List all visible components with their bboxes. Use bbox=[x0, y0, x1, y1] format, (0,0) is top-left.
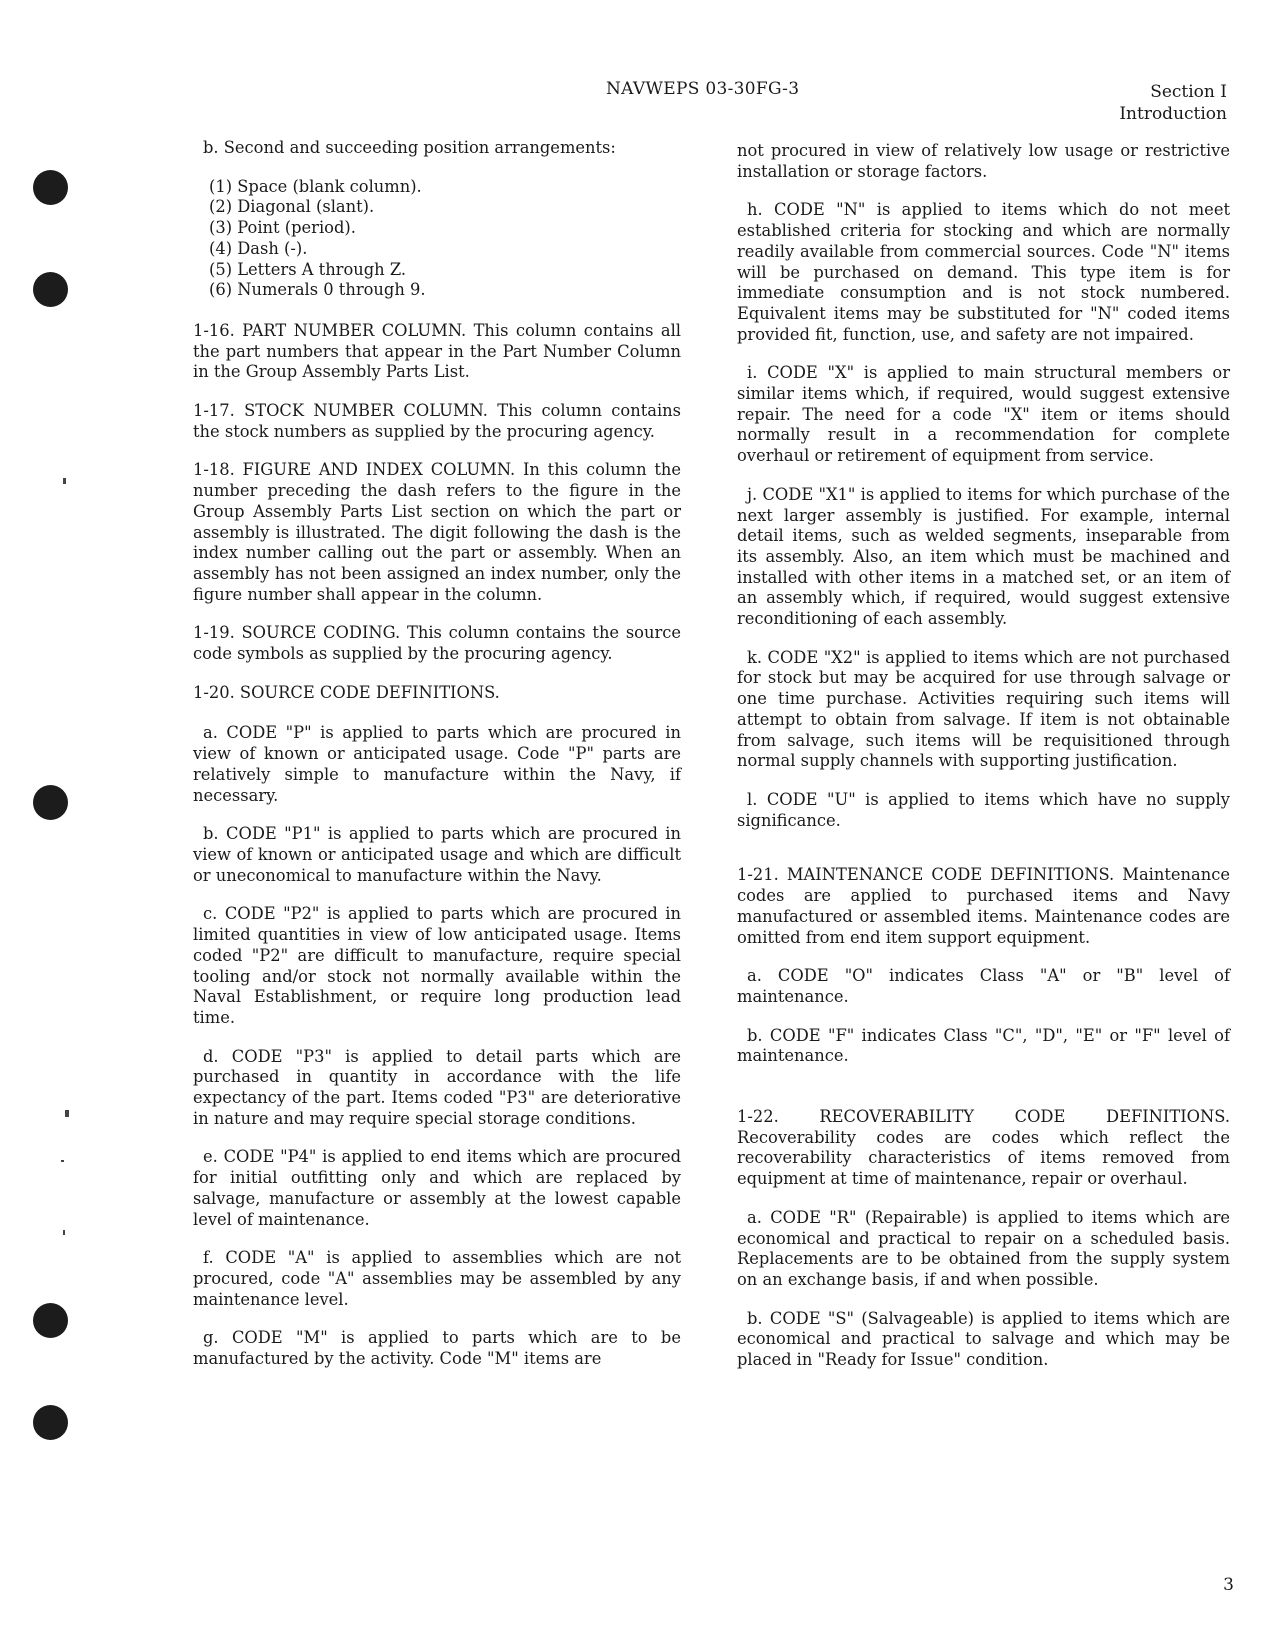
source-code-x2: k. CODE "X2" is applied to items which are not purchased for stock but may be acquired for use through salvage or one time purchase. Activities requiring such items will attempt to obtain from salvage. If item is not obtainable from salvage, such items will be requisitioned through normal supply channels with supporting justification. bbox=[737, 647, 1230, 771]
paragraph-1-19: 1-19. SOURCE CODING. This column contains the source code symbols as supplied by the procuring agency. bbox=[193, 623, 681, 664]
right-column bbox=[737, 141, 1230, 1389]
list-item: (5) Letters A through Z. bbox=[209, 259, 407, 279]
scan-speck bbox=[65, 1110, 69, 1117]
source-code-x1: j. CODE "X1" is applied to items for which purchase of the next larger assembly is justified. For example, internal detail items, such as welded segments, inseparable from its assembly. Also, an item which must be machined and installed with other items in a matched set, or an item of an assembly which, if required, would suggest extensive reconditioning of each assembly. bbox=[737, 484, 1230, 629]
source-code-u: l. CODE "U" is applied to items which have no supply significance. bbox=[737, 789, 1230, 830]
paragraph-1-18: 1-18. FIGURE AND INDEX COLUMN. In this column the number preceding the dash refers to the figure in the Group Assembly Parts List section on which the part or assembly is illustrated. The digit following the dash is the index number calling out the part or assembly. When an assembly has not been assigned an index number, only the figure number shall appear in the column. bbox=[193, 460, 681, 604]
source-code-p: a. CODE "P" is applied to parts which are procured in view of known or anticipated usage. Code "P" parts are relatively simple to manufacture within the Navy, if necessary. bbox=[193, 723, 681, 805]
binder-hole bbox=[33, 170, 68, 205]
paragraph-1-16: 1-16. PART NUMBER COLUMN. This column contains all the part numbers that appear in the Part Number Column in the Group Assembly Parts List. bbox=[193, 320, 681, 382]
recoverability-code-r: a. CODE "R" (Repairable) is applied to items which are economical and practical to repair on a scheduled basis. Replacements are to be obtained from the supply system on an exchange basis, if and when possible. bbox=[737, 1207, 1230, 1289]
maintenance-code-f: b. CODE "F" indicates Class "C", "D", "E" or "F" level of maintenance. bbox=[737, 1025, 1230, 1066]
scan-speck bbox=[63, 1230, 65, 1235]
source-code-n: h. CODE "N" is applied to items which do not meet established criteria for stocking and which are normally readily available from commercial sources. Code "N" items will be purchased on demand. This type item is for immediate consumption and is not stock numbered. Equivalent items may be substituted for "N" coded items provided fit, function, use, and safety are not impaired. bbox=[737, 200, 1230, 344]
source-code-x: i. CODE "X" is applied to main structural members or similar items which, if required, would suggest extensive repair. The need for a code "X" item or items should normally result in a recommendation for complete overhaul or retirement of equipment from service. bbox=[737, 363, 1230, 466]
binder-hole bbox=[33, 272, 68, 307]
position-arrangement-list bbox=[193, 177, 681, 301]
page-number: 3 bbox=[1223, 1575, 1234, 1595]
recoverability-code-s: b. CODE "S" (Salvageable) is applied to items which are economical and practical to salvage and which may be placed in "Ready for Issue" condition. bbox=[737, 1308, 1230, 1370]
list-item: (3) Point (period). bbox=[209, 218, 356, 238]
section-heading bbox=[1119, 81, 1227, 125]
maintenance-code-o: a. CODE "O" indicates Class "A" or "B" level of maintenance. bbox=[737, 966, 1230, 1006]
list-item: (4) Dash (-). bbox=[209, 238, 308, 258]
section-title: Introduction bbox=[1119, 104, 1227, 124]
list-item: (6) Numerals 0 through 9. bbox=[209, 280, 426, 300]
source-code-p3: d. CODE "P3" is applied to detail parts which are purchased in quantity in accordance with the life expectancy of the part. Items coded "P3" are deteriorative in nature and may require special storage conditions. bbox=[193, 1046, 681, 1128]
scan-speck bbox=[61, 1160, 64, 1162]
source-code-p4: e. CODE "P4" is applied to end items which are procured for initial outfitting only and which are replaced by salvage, manufacture or assembly at the lowest capable level of maintenance. bbox=[193, 1147, 681, 1229]
left-column bbox=[193, 138, 681, 1388]
list-item: (1) Space (blank column). bbox=[209, 176, 422, 196]
paragraph-1-17: 1-17. STOCK NUMBER COLUMN. This column contains the stock numbers as supplied by the procuring agency. bbox=[193, 401, 681, 441]
document-number: NAVWEPS 03-30FG-3 bbox=[606, 79, 800, 99]
source-code-a: f. CODE "A" is applied to assemblies which are not procured, code "A" assemblies may be assembled by any maintenance level. bbox=[193, 1248, 681, 1309]
source-code-p2: c. CODE "P2" is applied to parts which are procured in limited quantities in view of low anticipated usage. Items coded "P2" are difficult to manufacture, require special tooling and/or stock not normally available within the Naval Establishment, or require long production lead time. bbox=[193, 904, 681, 1027]
section-label: Section I bbox=[1150, 82, 1227, 102]
binder-hole bbox=[33, 1303, 68, 1338]
source-code-p1: b. CODE "P1" is applied to parts which are procured in view of known or anticipated usage and which are difficult or uneconomical to manufacture within the Navy. bbox=[193, 824, 681, 885]
paragraph-b-intro: b. Second and succeeding position arrangements: bbox=[203, 138, 616, 157]
binder-hole bbox=[33, 1405, 68, 1440]
list-item: (2) Diagonal (slant). bbox=[209, 197, 375, 217]
binder-hole bbox=[33, 785, 68, 820]
source-code-m-continued: not procured in view of relatively low usage or restrictive installation or storage factors. bbox=[737, 141, 1230, 181]
source-code-m: g. CODE "M" is applied to parts which are to be manufactured by the activity. Code "M" items are bbox=[193, 1328, 681, 1369]
scan-speck bbox=[63, 478, 66, 484]
paragraph-1-22: 1-22. RECOVERABILITY CODE DEFINITIONS. Recoverability codes are codes which reflect the recoverability characteristics of items removed from equipment at time of maintenance, repair or overhaul. bbox=[737, 1107, 1230, 1189]
paragraph-1-21: 1-21. MAINTENANCE CODE DEFINITIONS. Maintenance codes are applied to purchased items and Navy manufactured or assembled items. Maintenance codes are omitted from end item support equipment. bbox=[737, 865, 1230, 947]
paragraph-1-20: 1-20. SOURCE CODE DEFINITIONS. bbox=[193, 682, 500, 702]
